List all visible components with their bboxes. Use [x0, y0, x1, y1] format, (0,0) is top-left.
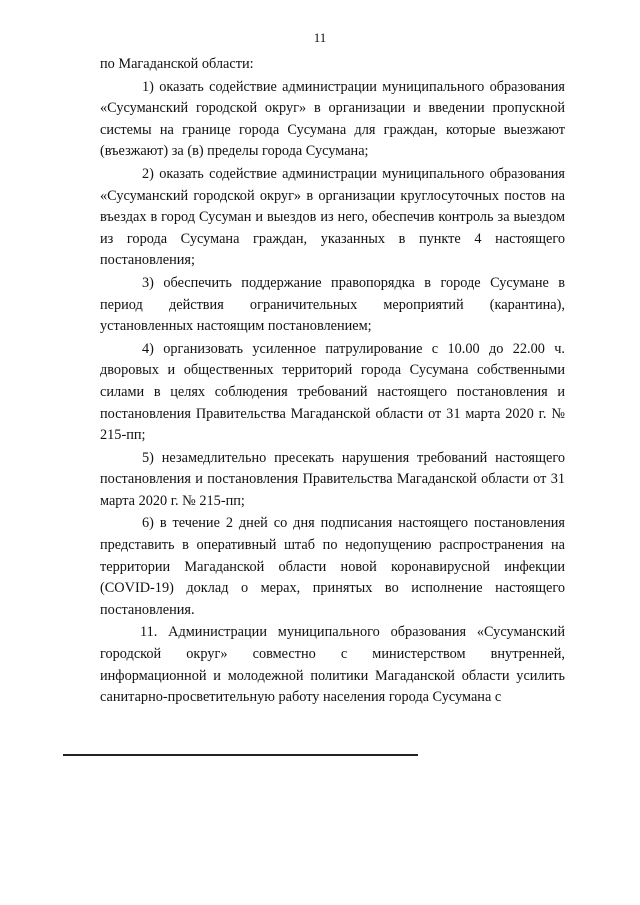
- paragraph-item-4: 4) организовать усиленное патрулирование с 10.00 до 22.00 ч. дворовых и общественных территорий города Сусумана собственными силами в целях соблюдения требований настоящего постановления и постановления Правительства Магаданской области от 31 марта 2020 г. № 215-пп;: [100, 340, 565, 444]
- paragraph-section-11: 11. Администрации муниципального образования «Сусуманский городской округ» совместно с министерством внутренней, информационной и молодежной политики Магаданской области усилить санитарно-просветительную работу населения города Сусумана с: [100, 624, 565, 706]
- paragraph-item-6: 6) в течение 2 дней со дня подписания настоящего постановления представить в оперативный штаб по недопущению распространения на территории Магаданской области новой коронавирусной инфекции (COVID-19) доклад о мерах, принятых во исполнение настоящего постановления.: [100, 515, 565, 618]
- paragraph-item-2: 2) оказать содействие администрации муниципального образования «Сусуманский городской округ» в организации круглосуточных постов на въездах в город Сусуман и выездов из него, обеспечив контроль за выездом из города Сусумана граждан, указанных в пункте 4 настоящего постановления;: [100, 165, 565, 269]
- paragraph-continuation: по Магаданской области:: [100, 56, 254, 72]
- paragraph-item-5: 5) незамедлительно пресекать нарушения требований настоящего постановления и постановления Правительства Магаданской области от 31 марта 2020 г. № 215-пп;: [100, 449, 565, 509]
- document-body: [100, 54, 565, 710]
- paragraph-item-1: 1) оказать содействие администрации муниципального образования «Сусуманский городской округ» в организации и введении пропускной системы на границе города Сусумана для граждан, которые выезжают (въезжают) за (в) пределы города Сусумана;: [100, 78, 565, 160]
- page-number: 11: [313, 30, 327, 45]
- footnote-separator-line: [63, 754, 418, 756]
- paragraph-item-3: 3) обеспечить поддержание правопорядка в городе Сусумане в период действия ограничительных мероприятий (карантина), установленных настоящим постановлением;: [100, 274, 565, 335]
